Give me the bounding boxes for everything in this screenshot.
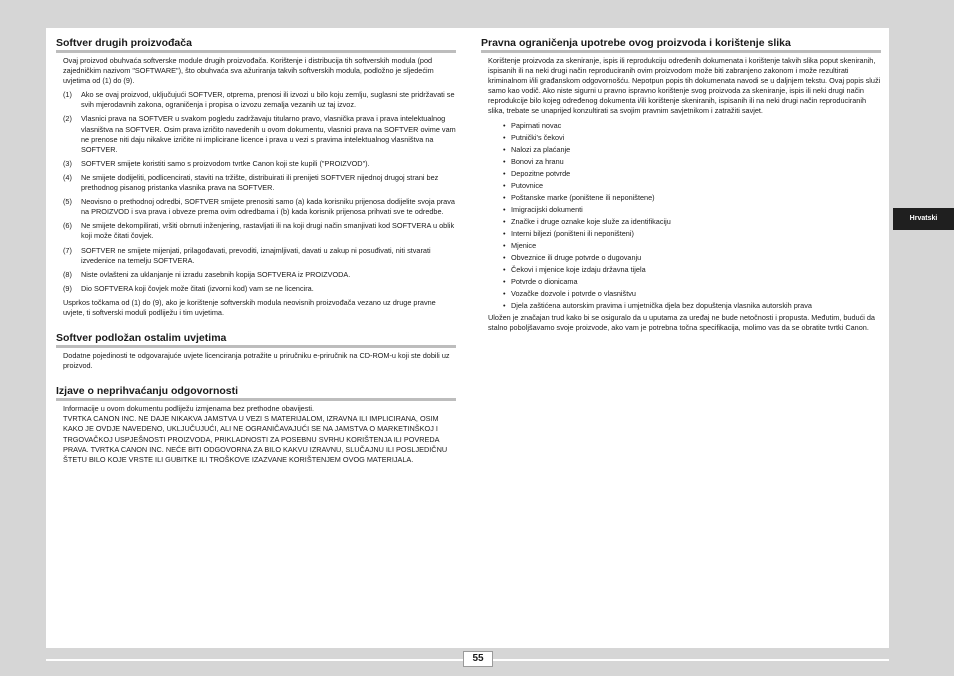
item-number: (6) xyxy=(63,221,72,231)
list-item xyxy=(481,265,881,275)
bullet-icon: • xyxy=(503,228,506,238)
item-text: Dio SOFTVERA koji čovjek može čitati (izvorni kod) vam se ne licencira. xyxy=(81,283,314,293)
section-heading: Pravna ograničenja upotrebe ovog proizvoda i korištenje slika xyxy=(481,37,881,53)
item-text: Bonovi za hranu xyxy=(511,156,564,166)
item-text: Obveznice ili druge potvrde o dugovanju xyxy=(511,252,642,262)
list-item xyxy=(481,169,881,179)
item-number: (9) xyxy=(63,283,72,293)
bullet-icon: • xyxy=(503,264,506,274)
numbered-list xyxy=(56,90,456,294)
bullet-icon: • xyxy=(503,144,506,154)
item-text: SOFTVER ne smijete mijenjati, prilagođavati, prevoditi, iznajmljivati, davati u zakup ni posuđivati, niti stvarati izvedenice na temelju SOFTVERA. xyxy=(81,245,431,265)
item-text: Vlasnici prava na SOFTVER u svakom pogledu zadržavaju titularno pravo, vlasnička prava i prava intelektualnog vlasništva na SOFTVER. Osim prava izričito navedenih u ovom dokumentu, vlasnici prava na SOFTVER ovime vam ne prenose niti daju nikakve izričite ni implicirane licence i prava u vezi s pravima intelektualnog vlasništva na SOFTVER. xyxy=(81,114,456,154)
list-item xyxy=(481,145,881,155)
bullet-icon: • xyxy=(503,289,506,298)
list-item xyxy=(56,221,456,241)
list-item xyxy=(481,133,881,143)
section-text: Informacije u ovom dokumentu podliježu izmjenama bez prethodne obavijesti. TVRTKA CANON INC. NE DAJE NIKAKVA JAMSTVA U VEZI S MATERIJALOM, IZRAVNA ILI IMPLICIRANA, OSIM KAKO JE OVDJE NAVEDENO, UKLJUČUJUĆI, ALI NE OGRANIČAVAJUĆI SE NA JAMSTVA O MARKETINŠKOJ I TRGOVAČKOJ USPJEŠNOSTI PROIZVODA, PRIKLADNOSTI ZA POSEBNU SVRHU KORIŠTENJA ILI POVREDA PRAVA. TVRTKA CANON INC. NEĆE BITI ODGOVORNA ZA BILO KAKVU IZRAVNU, SLUČAJNU ILI POSLJEDIČNU ŠTETU BILO KOJE VRSTE ILI GUBITKE ILI TROŠKOVE IZAZVANE KORIŠTENJEM OVOG MATERIJALA. xyxy=(63,404,448,464)
list-item xyxy=(481,301,881,311)
third-party-software-section xyxy=(56,37,456,318)
list-item xyxy=(481,277,881,287)
list-item xyxy=(481,289,881,299)
section-heading: Izjave o neprihvaćanju odgovornosti xyxy=(56,385,456,401)
item-number: (7) xyxy=(63,245,72,255)
item-text: Imigracijski dokumenti xyxy=(511,204,583,214)
item-number: (1) xyxy=(63,90,72,100)
bullet-icon: • xyxy=(503,301,506,311)
bullet-icon: • xyxy=(503,216,506,226)
section-closing: Usprkos točkama od (1) do (9), ako je korištenje softverskih modula neovisnih proizvođača vezano uz druge pravne uvjete, ti softverski moduli podliježu i tim uvjetima. xyxy=(63,297,436,317)
item-number: (4) xyxy=(63,172,72,182)
bullet-list xyxy=(481,121,881,312)
bullet-icon: • xyxy=(503,276,506,286)
left-column xyxy=(56,37,456,473)
list-item xyxy=(56,173,456,193)
list-item xyxy=(481,205,881,215)
list-item xyxy=(56,284,456,294)
item-number: (3) xyxy=(63,158,72,168)
list-item xyxy=(56,90,456,110)
bullet-icon: • xyxy=(503,120,506,130)
bullet-icon: • xyxy=(503,168,506,178)
bullet-icon: • xyxy=(503,156,506,166)
section-intro: Ovaj proizvod obuhvaća softverske module drugih proizvođača. Korištenje i distribucija tih softverskih modula (pod zajedničkim nazivom "SOFTWARE"), što obuhvaća sva ažuriranja takvih softverskih modula, podložno je sljedećim uvjetima od (1) do (9). xyxy=(63,56,434,86)
section-heading: Softver drugih proizvođača xyxy=(56,37,456,53)
item-text: Poštanske marke (poništene ili neponištene) xyxy=(511,192,655,202)
item-text: Značke i druge oznake koje služe za identifikaciju xyxy=(511,216,671,226)
item-number: (5) xyxy=(63,197,72,207)
bullet-icon: • xyxy=(503,192,506,202)
item-text: Djela zaštićena autorskim pravima i umjetnička djela bez dopuštenja vlasnika autorskih prava xyxy=(511,301,812,311)
item-text: Ne smijete dodijeliti, podlicencirati, staviti na tržište, distribuirati ili prenijeti SOFTVER nijednoj drugoj strani bez prethodnog pisanog pristanka vlasnika prava na SOFTVER. xyxy=(81,172,439,193)
bullet-icon: • xyxy=(503,204,506,214)
item-text: SOFTVER smijete koristiti samo s proizvodom tvrtke Canon koji ste kupili ("PROIZVOD"). xyxy=(81,158,370,168)
list-item xyxy=(481,229,881,239)
item-text: Niste ovlašteni za uklanjanje ni izradu zasebnih kopija SOFTVERA iz PROIZVODA. xyxy=(81,269,351,279)
list-item xyxy=(481,157,881,167)
list-item xyxy=(481,253,881,263)
item-text: Vozačke dozvole i potvrde o vlasništvu xyxy=(511,289,636,298)
list-item xyxy=(481,193,881,203)
item-text: Papirnati novac xyxy=(511,120,562,130)
legal-restrictions-section xyxy=(481,37,881,333)
bullet-icon: • xyxy=(503,240,506,250)
item-text: Nalozi za plaćanje xyxy=(511,144,571,154)
list-item xyxy=(481,181,881,191)
bullet-icon: • xyxy=(503,252,506,262)
item-text: Putnički's čekovi xyxy=(511,132,565,142)
list-item xyxy=(56,246,456,266)
list-item xyxy=(56,114,456,154)
item-text: Neovisno o prethodnoj odredbi, SOFTVER smijete prenositi samo (a) kada korisniku prijenosa dodijelite svoja prava na PROIZVOD i sva prava i obveze prema ovim odredbama i (b) kada korisnik prijenosa prihvati sve te odredbe. xyxy=(81,197,455,217)
right-column xyxy=(481,37,881,341)
item-number: (8) xyxy=(63,269,72,279)
list-item xyxy=(56,197,456,217)
section-text: Dodatne pojedinosti te odgovarajuće uvjete licenciranja potražite u priručniku e-priručnik na CD-ROM-u koji ste dobili uz proizvod. xyxy=(63,351,450,371)
bullet-icon: • xyxy=(503,132,506,142)
item-text: Čekovi i mjenice koje izdaju državna tijela xyxy=(511,264,646,274)
item-text: Mjenice xyxy=(511,240,537,250)
disclaimer-section xyxy=(56,385,456,465)
page-number: 55 xyxy=(463,651,493,667)
list-item xyxy=(481,241,881,251)
list-item xyxy=(481,217,881,227)
bullet-icon: • xyxy=(503,180,506,190)
section-closing: Uložen je značajan trud kako bi se osiguralo da u uputama za uređaj ne bude netočnosti i propusta. Međutim, budući da stalno poboljšavamo svoje proizvode, ako vam je potrebna točna specifikacija, molimo vas da se obratite tvrtki Canon. xyxy=(488,313,875,333)
list-item xyxy=(56,159,456,169)
item-text: Ne smijete dekompilirati, vršiti obrnuti inženjering, rastavljati ili na koji drugi način smanjivati kod SOFTVERA u oblik koji može čitati čovjek. xyxy=(81,221,455,241)
section-heading: Softver podložan ostalim uvjetima xyxy=(56,332,456,348)
language-tab[interactable]: Hrvatski xyxy=(893,208,954,230)
item-text: Depozitne potvrde xyxy=(511,168,571,178)
item-text: Putovnice xyxy=(511,180,544,190)
item-text: Potvrde o dionicama xyxy=(511,276,578,286)
section-intro: Korištenje proizvoda za skeniranje, ispis ili reprodukciju određenih dokumenata i korištenje takvih slika poput skeniranih, ispisanih ili na neki drugi način reproduciranih ovim proizvodom može biti zabranjeno zakonom i može rezultirati kriminalnom i/ili građanskom odgovornošću. Nepotpun popis tih dokumenata navodi se u daljnjem tekstu. Ovaj popis služi samo kao vodič. Ako niste sigurni u pravno ispravno korištenje svog proizvoda za skeniranje, ispis ili neki drugi način reprodukcije bilo kojeg određenog dokumenta i/ili korištenje skeniranih, ispisanih ili na neki drugi način reproduciranih slika, trebate se unaprijed konzultirati sa svojim pravnim savjetnikom i zatražiti savjet. xyxy=(488,56,881,116)
item-text: Ako se ovaj proizvod, uključujući SOFTVER, otprema, prenosi ili izvozi u bilo koju zemlju, suglasni ste pridržavati se svih mjerodavnih zakona, ograničenja i propisa o izvozu zemalja vezanih uz taj izvoz. xyxy=(81,90,455,110)
other-terms-section xyxy=(56,332,456,371)
list-item xyxy=(481,121,881,131)
list-item xyxy=(56,270,456,280)
item-text: Interni biljezi (poništeni ili neponišteni) xyxy=(511,228,634,238)
item-number: (2) xyxy=(63,114,72,124)
